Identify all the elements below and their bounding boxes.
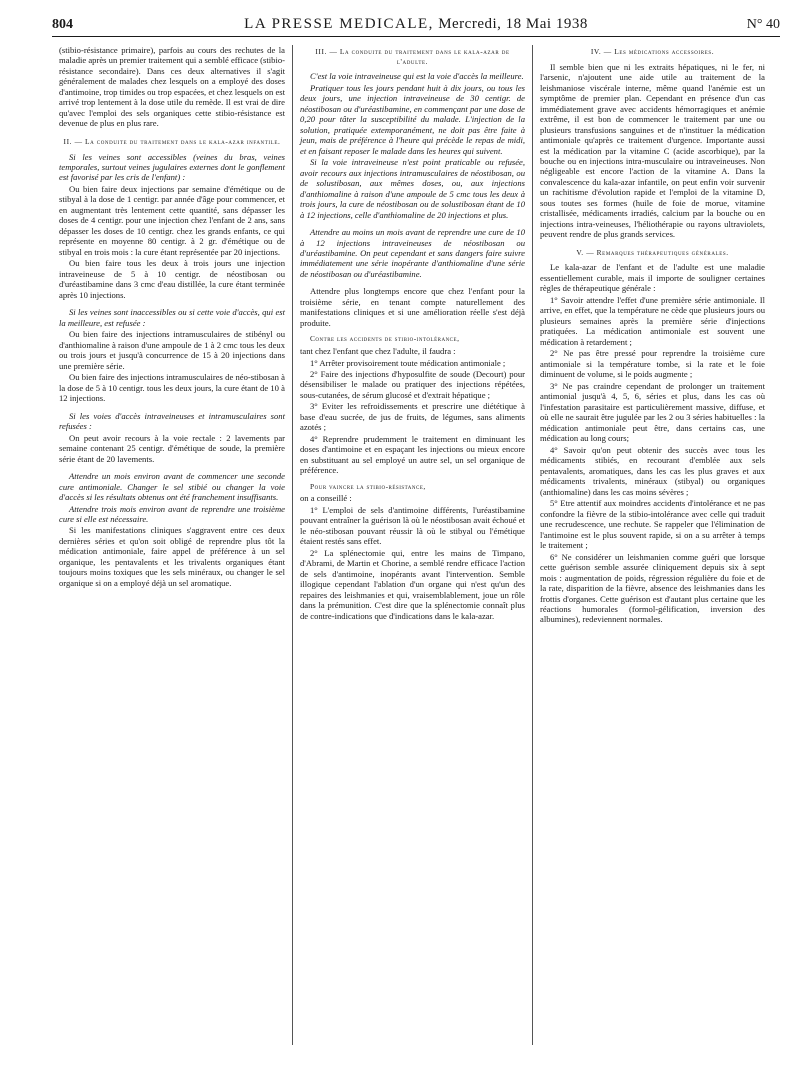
paragraph: Si les manifestations cliniques s'aggravent entre ces deux dernières séries et qu'on soit obligé de reprendre plus tôt la médication antimoniale, faire appel de préférence à un sel organique, les pentavalents et les trivalents organiques étant toujours moins toxiques que les sels minéraux, ou changer le sel organique si on a employé déjà un sel aromatique. (59, 525, 285, 588)
paragraph: Il semble bien que ni les extraits hépatiques, ni le fer, ni l'arsenic, n'ajoutent une aide utile au traitement de la leishmaniose viscérale interne, même quand l'anémie est un symptôme de premier plan. Cependant en présence d'un cas immédiatement grave avec accidents hémorragiques et anémie extrême, il est bon de commencer le traitement par une ou plusieurs transfusions sanguines et de n'instituer la médication antimoniale qu'après ce traitement d'urgence. Importante aussi est la médication par la vitamine C (acide ascorbique), par la bouche ou en injections intra-musculaire ou intraveineuses. Non négligeable est encore l'action de la vitamine A. Dans la convalescence du kala-azar infantile, on peut enfin voir survenir un rachitisme d'évolution rapide et l'emploi de la vitamine D, sous toutes ses formes (huile de foie de morue, vitamine cristallisée, médicaments irradiés, calcium par la bouche ou en injections intra-veineuses, l'héliothérapie ou rayons ultraviolets, peuvent rendre de plus grands services. (540, 61, 765, 240)
paragraph: Ou bien faire tous les deux à trois jours une injection intraveineuse de 5 à 10 centigr. de néostibosan ou d'uréastibamine dans 3 cmc d'eau distillée, la cure étant terminée après 10 injections. (59, 258, 285, 300)
paragraph: Le kala-azar de l'enfant et de l'adulte est une maladie essentiellement curable, mais il importe de souligner certaines règles de thérapeutique générale : (540, 262, 765, 294)
paragraph: 5° Etre attentif aux moindres accidents d'intolérance et ne pas confondre la fièvre de la stibio-intolérance avec celle qui traduit une recrudescence, une rechute. Se rappeler que l'élimination de l'antimoine est le plus souvent rapide, si on a su arrêter à temps le traitement ; (540, 498, 765, 551)
page-header (52, 16, 780, 37)
paragraph: Si les voies d'accès intraveineuses et intramusculaires sont refusées : (59, 410, 285, 432)
paragraph: 2° Faire des injections d'hyposulfite de soude (Decourt) pour désensibiliser le malade ou pratiquer des injections répétées, sous-cutanées, de sérum glucosé et d'extrait hépatique ; (300, 368, 525, 400)
column-2 (292, 45, 532, 1045)
paragraph: Ou bien faire des injections intramusculaires de néo-stibosan à la dose de 5 à 10 centigr. tous les deux jours, la cure étant de 10 à 12 injections. (59, 372, 285, 404)
paragraph: 6° Ne considérer un leishmanien comme guéri que lorsque cette guérison semble assurée cliniquement depuis six à sept mois : augmentation de poids, régression régulière du foie et de la rate, disparition de la fièvre, absence des leishmanies dans les frottis d'organes. Cette guérison est d'autant plus certaine que les réactions humorales (formol-gélification, inversion des albumines), redeviennent normales. (540, 551, 765, 625)
paragraph: Si la voie intraveineuse n'est point praticable ou refusée, avoir recours aux injections intramusculaires de néostibosan, ou de solustibosan, aux mêmes doses, ou, aux injections d'anthiomaline à raison d'une ampoule de 5 cmc tous les deux à trois jours, la cure de néostibosan ou de solustibosan étant de 10 à 12 injections, celle d'anthiomaline de 20 injections et plus. (300, 157, 525, 220)
paragraph: Ou bien faire deux injections par semaine d'émétique ou de stibyal à la dose de 1 centigr. par année d'âge pour commencer, et en augmentant très lentement cette quantité, sans dépasser les doses de 4 centigr. pour une injection chez l'enfant de 2 ans, sans dépasser les doses de 10 centigr. chez les grands enfants, ce qui représente en moyenne 80 centigr. à 2 gr. d'émétique ou de stibyal en trois mois : la cure étant représentée par 20 injections. (59, 183, 285, 257)
paragraph: on a conseillé : (300, 493, 352, 504)
column-1 (52, 45, 292, 1045)
issue-number: N° 40 (746, 17, 780, 32)
paragraph: 2° La splénectomie qui, entre les mains de Timpano, d'Abrami, de Martin et Chorine, a semblé rendre efficace l'action de sels d'antimoine, inopérants avant l'intervention. Semble illogique cependant l'ablation d'un organe qui n'est qu'un des repaires des leishmanies et qui, vraisemblablement, joue un rôle dans la prémunition. C'est dire que la splénectomie connaît plus de contre-indications que d'indications dans le kala-azar. (300, 547, 525, 621)
paragraph: Ou bien faire des injections intramusculaires de stibényl ou d'anthiomaline à raison d'une ampoule de 1 à 2 cmc tous les deux ou trois jours et jusqu'à concurrence de 15 à 20 injections dans une première série. (59, 329, 285, 371)
paragraph: 1° L'emploi de sels d'antimoine différents, l'uréastibamine pouvant entraîner la guérison là où le néostibosan avait échoué et le néo-stibosan pouvant réussir là où le stibyal ou l'émétique étaient restés sans effet. (300, 504, 525, 547)
section-heading-iv: IV. — Les médications accessoires. (590, 47, 715, 56)
paragraph: 4° Savoir qu'on peut obtenir des succès avec tous les médicaments stibiés, en recourant d'emblée aux sels pentavalents, aromatiques, dans les cas les plus graves et aux médicaments trivalents, minéraux (stibyal) ou organiques (anthiomaline) dans les cas moins sévères ; (540, 444, 765, 497)
paragraph: (stibio-résistance primaire), parfois au cours des rechutes de la maladie après un premier traitement qui a semblé efficace (stibio-résistance secondaire). Dans ces deux alternatives il s'agit généralement de malades chez lesquels on a employé des doses d'antimoine, trop timides ou trop espacées, et chez lesquels on est arrivé trop lentement à la dose utile du remède. Il est vrai de dire qu'avec l'emploi des sels organiques cette stibio-résistance est devenue de plus en plus rare. (59, 45, 285, 129)
section-heading-iii: III. — La conduite du traitement dans le kala-azar de l'adulte. (315, 47, 510, 66)
subheading-intolerance: Contre les accidents de stibio-intolérance, (310, 334, 460, 344)
column-3 (532, 45, 772, 1045)
paragraph: Pratiquer tous les jours pendant huit à dix jours, ou tous les deux jours, une injection intraveineuse de 30 centigr. de néostibosan ou d'uréastibamine, en commençant par une dose de 0,20 pour tâter la susceptibilité du malade. L'injection de la solution, pratiquée extemporanément, ne doit pas être faite à jeun, mais de préférence à l'heure qui précède le repas de midi, et en faisant reposer le malade dans les heures qui suivent. (300, 82, 525, 156)
paragraph: tant chez l'enfant que chez l'adulte, il faudra : (300, 346, 456, 357)
article-columns (52, 45, 780, 1045)
paragraph: Si les veines sont inaccessibles ou si cette voie d'accès, qui est la meilleure, est refusée : (59, 307, 285, 328)
issue-date: Mercredi, 18 Mai 1938 (438, 16, 588, 32)
masthead (112, 16, 720, 33)
paragraph: 3° Ne pas craindre cependant de prolonger un traitement antimonial jusqu'à 4, 5, 6, séries et plus, dans les cas où l'infestation parasitaire est particulièrement massive, diffuse, et où elle ne saurait être jugulée par les 2 ou 3 séries habituelles : la médication antimoniale peut être, dans certains cas, une médication au long cours; (540, 380, 765, 444)
paragraph: 4° Reprendre prudemment le traitement en diminuant les doses d'antimoine et en espaçant les injections ou mieux encore en substituant au sel employé un autre sel, un sel organique de préférence. (300, 433, 525, 476)
paragraph: Attendre plus longtemps encore que chez l'enfant pour la troisième série, en tenant compte naturellement des manifestations cliniques et si une amélioration réelle s'est déjà produite. (300, 286, 525, 328)
page-number: 804 (52, 17, 73, 32)
subheading-resistance: Pour vaincre la stibio-résistance, (310, 481, 426, 491)
paragraph: Attendre trois mois environ avant de reprendre une troisième cure si elle est nécessaire. (59, 503, 285, 524)
section-heading-ii: II. — La conduite du traitement dans le kala-azar infantile. (63, 136, 281, 146)
paragraph: Attendre au moins un mois avant de reprendre une cure de 10 à 12 injections intraveineuses de néostibosan ou d'uréastibamine. On peut cependant et sans dangers faire suivre immédiatement une série inopérante d'anthiomaline d'une série de néostibosan ou d'uréastibamine. (300, 227, 525, 279)
paragraph: 2° Ne pas être pressé pour reprendre la troisième cure antimoniale si la température tombe, si la rate et le foie diminuent de volume, si le poids augmente ; (540, 348, 765, 380)
paragraph: On peut avoir recours à la voie rectale : 2 lavements par semaine contenant 25 centigr. d'émétique de soude, la première série étant de 20 lavements. (59, 432, 285, 464)
section-heading-v: V. — Remarques thérapeutiques générales. (576, 247, 729, 257)
paragraph: Attendre un mois environ avant de commencer une seconde cure antimoniale. Changer le sel stibié ou changer la voie d'accès si les résultats obtenus ont été franchement insuffisants. (59, 471, 285, 503)
publication-name: LA PRESSE MEDICALE, (244, 16, 434, 32)
paragraph: 1° Savoir attendre l'effet d'une première série antimoniale. Il arrive, en effet, que la température ne cède que plusieurs jours ou plusieurs semaines après la première série d'injections pratiquées. La médication antimoniale est souvent une médication à retardement ; (540, 294, 765, 347)
paragraph: 3° Eviter les refroidissements et prescrire une diététique à base d'eau sucrée, de jus de fruits, de légumes, sans aliments azotés ; (300, 401, 525, 433)
paragraph: C'est la voie intraveineuse qui est la voie d'accès la meilleure. (310, 71, 524, 82)
paragraph: 1° Arrêter provisoirement toute médication antimoniale ; (310, 357, 506, 368)
paragraph: Si les veines sont accessibles (veines du bras, veines temporales, surtout veines jugulaires externes dont le gonflement est favorisé par les cris de l'enfant) : (59, 151, 285, 183)
